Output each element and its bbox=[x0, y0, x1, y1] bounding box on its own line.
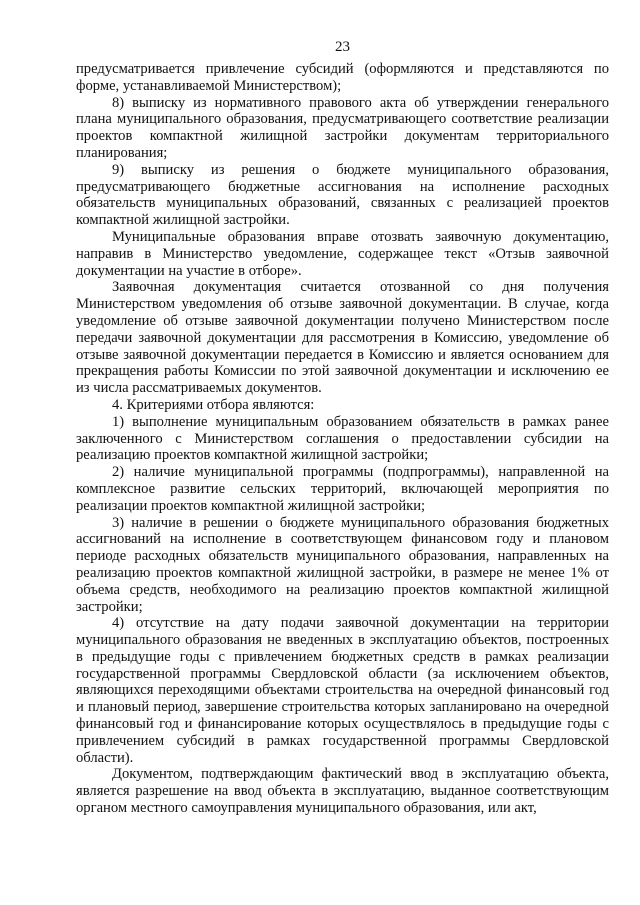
document-body bbox=[76, 61, 609, 817]
paragraph-item-8: 8) выписку из нормативного правового акта об утверждении генерального плана муниципального образования, предусматривающего соответствие реализации проектов компактной жилищной застройки документам территориального планирования; bbox=[76, 94, 609, 161]
paragraph-criterion-4: 4) отсутствие на дату подачи заявочной документации на территории муниципального образования не введенных в эксплуатацию объектов, построенных в предыдущие годы с привлечением бюджетных средств в рамках реализации государственной программы Свердловской области (за исключением объектов, являющихся переходящими объектами строительства на очередной финансовый год и плановый период, завершение строительства которых запланировано на очередной финансовый год и финансирование которых осуществлялось в предыдущие годы с привлечением субсидий в рамках государственной программы Свердловской области). bbox=[76, 615, 609, 766]
paragraph-confirming-document: Документом, подтверждающим фактический ввод в эксплуатацию объекта, является разрешение на ввод объекта в эксплуатацию, выданное соответствующим органом местного самоуправления муниципального образования, или акт, bbox=[76, 766, 609, 817]
document-page bbox=[76, 38, 609, 898]
page-number: 23 bbox=[335, 39, 350, 55]
paragraph-criterion-3: 3) наличие в решении о бюджете муниципального образования бюджетных ассигнований на исполнение в соответствующем финансовом году и плановом периоде расходных обязательств муниципального образования, направленных на реализацию проектов компактной жилищной застройки, в размере не менее 1% от объема средств, необходимого на реализацию проектов компактной жилищной застройки; bbox=[76, 514, 609, 615]
paragraph-criterion-2: 2) наличие муниципальной программы (подпрограммы), направленной на комплексное развитие сельских территорий, включающей мероприятия по реализации проектов компактной жилищной застройки; bbox=[76, 464, 609, 514]
paragraph-withdraw-effect: Заявочная документация считается отозванной со дня получения Министерством уведомления об отзыве заявочной документации. В случае, когда уведомление об отзыве заявочной документации получено Министерством после передачи заявочной документации для рассмотрения в Комиссию, уведомление об отзыве заявочной документации передается в Комиссию и является основанием для прекращения работы Комиссии по этой заявочной документации и исключению ее из числа рассматриваемых документов. bbox=[76, 279, 609, 397]
paragraph-withdraw-right: Муниципальные образования вправе отозвать заявочную документацию, направив в Министерство уведомление, содержащее текст «Отзыв заявочной документации на участие в отборе». bbox=[76, 228, 609, 279]
paragraph-item-9: 9) выписку из решения о бюджете муниципального образования, предусматривающего бюджетные ассигнования на исполнение расходных обязательств муниципальных образований, связанных с реализацией проектов компактной жилищной застройки. bbox=[76, 161, 609, 229]
paragraph-continuation: предусматривается привлечение субсидий (оформляются и представляются по форме, устанавливаемой Министерством); bbox=[76, 61, 609, 94]
paragraph-criterion-1: 1) выполнение муниципальным образованием обязательств в рамках ранее заключенного с Министерством соглашения о предоставлении субсидии на реализацию проектов компактной жилищной застройки; bbox=[76, 413, 609, 464]
paragraph-criteria-heading: 4. Критериями отбора являются: bbox=[112, 396, 315, 413]
